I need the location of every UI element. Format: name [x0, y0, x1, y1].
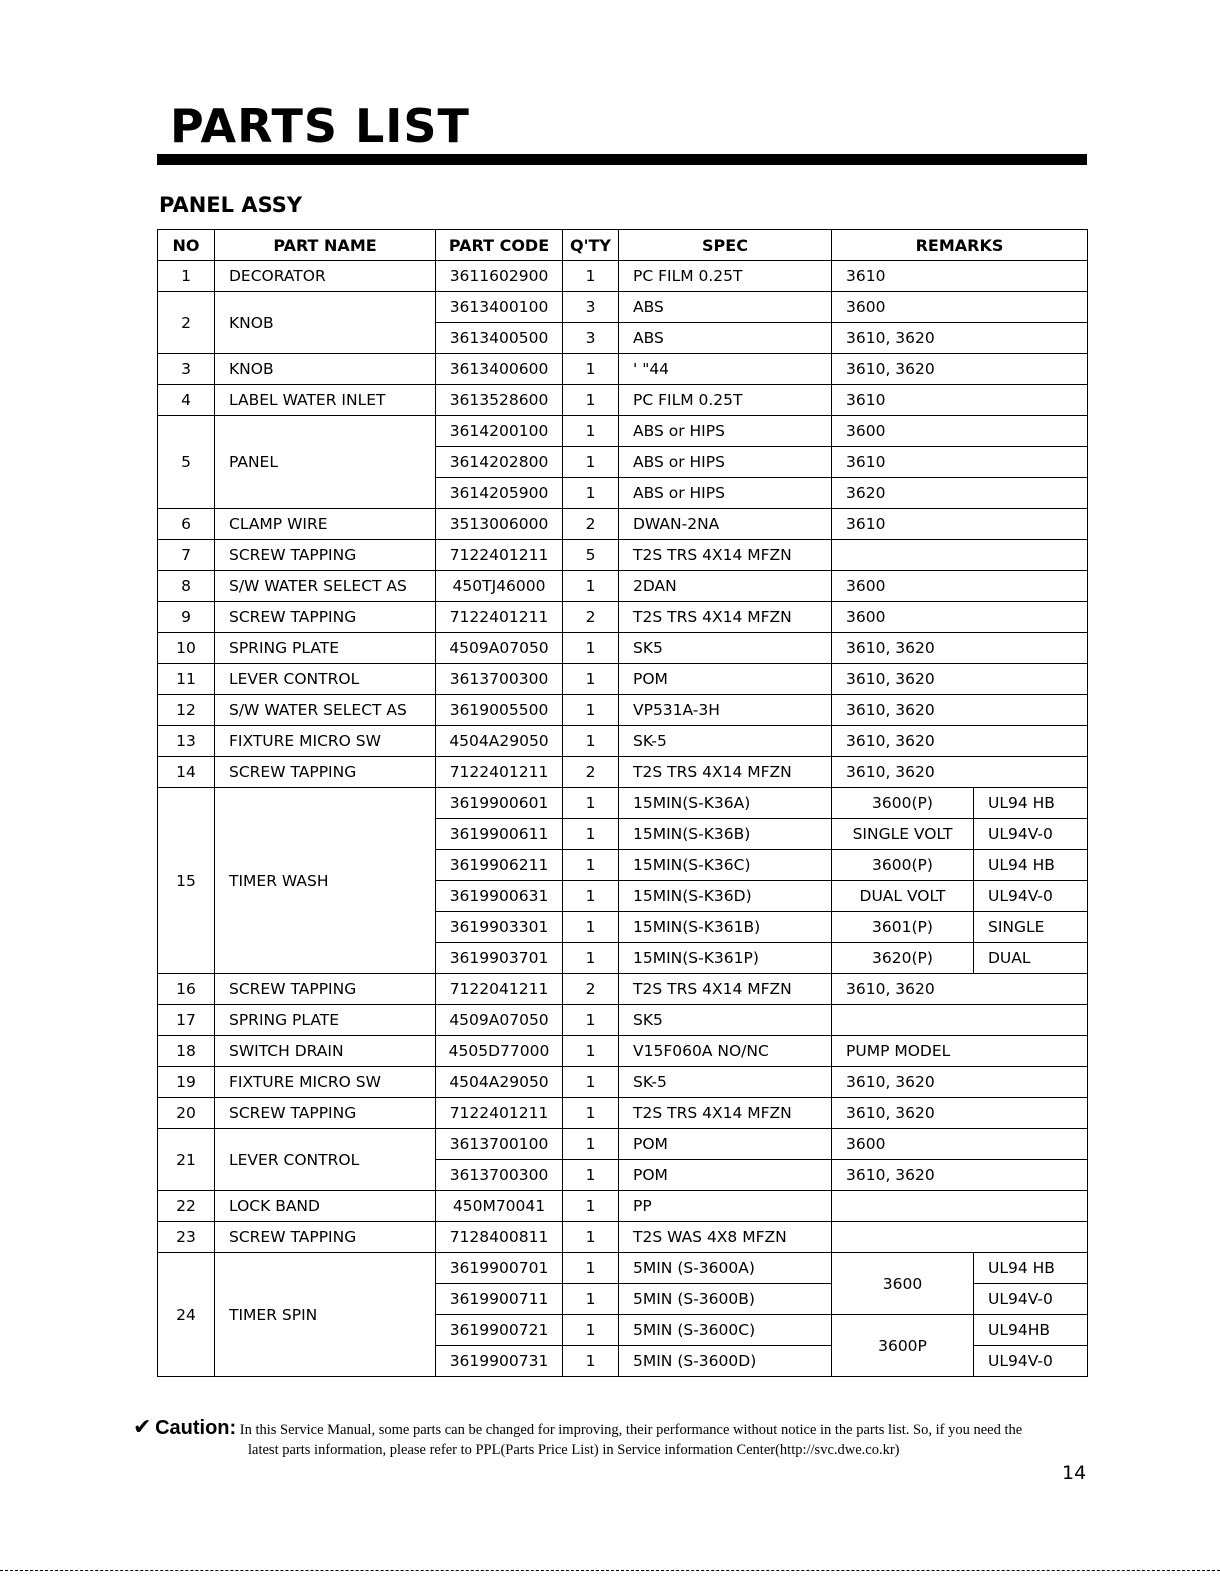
table-row: [158, 1036, 1088, 1067]
cell-spec: T2S TRS 4X14 MFZN: [619, 540, 832, 571]
cell-part-code: 3619900711: [436, 1284, 563, 1315]
cell-part-code: 3613400500: [436, 323, 563, 354]
parts-table: [157, 229, 1088, 1377]
dashed-divider: [0, 1570, 1220, 1571]
table-row: [158, 1191, 1088, 1222]
cell-remarks: 3610: [832, 261, 1088, 292]
cell-part-code: 4505D77000: [436, 1036, 563, 1067]
cell-spec: ABS or HIPS: [619, 416, 832, 447]
cell-part-name: LEVER CONTROL: [215, 1129, 436, 1191]
cell-part-name: PANEL: [215, 416, 436, 509]
cell-spec: ABS: [619, 323, 832, 354]
cell-qty: 1: [563, 943, 619, 974]
cell-part-name: S/W WATER SELECT AS: [215, 571, 436, 602]
cell-spec: ABS: [619, 292, 832, 323]
cell-spec: SK5: [619, 1005, 832, 1036]
cell-spec: T2S TRS 4X14 MFZN: [619, 602, 832, 633]
cell-qty: 1: [563, 1222, 619, 1253]
cell-part-code: 3613400600: [436, 354, 563, 385]
cell-part-name: LABEL WATER INLET: [215, 385, 436, 416]
cell-remarks: [832, 1191, 1088, 1222]
cell-no: 23: [158, 1222, 215, 1253]
cell-spec: POM: [619, 664, 832, 695]
cell-no: 5: [158, 416, 215, 509]
cell-part-code: 7122401211: [436, 602, 563, 633]
cell-remarks: 3610, 3620: [832, 726, 1088, 757]
cell-remarks-rating: UL94V-0: [974, 1346, 1088, 1377]
cell-spec: POM: [619, 1129, 832, 1160]
table-row: [158, 633, 1088, 664]
table-row: [158, 788, 1088, 819]
cell-qty: 1: [563, 881, 619, 912]
caution-label: Caution:: [155, 1417, 237, 1439]
cell-spec: SK-5: [619, 1067, 832, 1098]
page-number: 14: [1062, 1462, 1087, 1484]
cell-qty: 1: [563, 1067, 619, 1098]
cell-part-name: SCREW TAPPING: [215, 1098, 436, 1129]
cell-qty: 1: [563, 726, 619, 757]
cell-qty: 1: [563, 1036, 619, 1067]
cell-part-name: SCREW TAPPING: [215, 602, 436, 633]
cell-part-name: SWITCH DRAIN: [215, 1036, 436, 1067]
cell-part-code: 3613700100: [436, 1129, 563, 1160]
cell-qty: 1: [563, 664, 619, 695]
cell-spec: 5MIN (S-3600D): [619, 1346, 832, 1377]
cell-remarks: 3610, 3620: [832, 974, 1088, 1005]
caution-line-1: [133, 1415, 1088, 1440]
cell-spec: 5MIN (S-3600C): [619, 1315, 832, 1346]
table-row: [158, 385, 1088, 416]
cell-remarks: PUMP MODEL: [832, 1036, 1088, 1067]
cell-no: 1: [158, 261, 215, 292]
cell-part-code: 4509A07050: [436, 633, 563, 664]
table-row: [158, 354, 1088, 385]
cell-spec: PC FILM 0.25T: [619, 261, 832, 292]
table-row: [158, 602, 1088, 633]
cell-remarks-model: 3601(P): [832, 912, 974, 943]
cell-remarks-model: SINGLE VOLT: [832, 819, 974, 850]
cell-qty: 1: [563, 912, 619, 943]
cell-part-code: 450TJ46000: [436, 571, 563, 602]
cell-remarks-model: 3620(P): [832, 943, 974, 974]
cell-qty: 1: [563, 385, 619, 416]
cell-remarks: 3600: [832, 1129, 1088, 1160]
table-row: [158, 416, 1088, 447]
cell-qty: 1: [563, 354, 619, 385]
cell-remarks-model: 3600(P): [832, 788, 974, 819]
cell-qty: 1: [563, 1160, 619, 1191]
cell-remarks: 3610, 3620: [832, 664, 1088, 695]
cell-part-name: DECORATOR: [215, 261, 436, 292]
header-part-code: PART CODE: [436, 230, 563, 261]
cell-remarks-rating: UL94V-0: [974, 881, 1088, 912]
table-row: [158, 1253, 1088, 1284]
cell-spec: ABS or HIPS: [619, 447, 832, 478]
cell-part-name: LEVER CONTROL: [215, 664, 436, 695]
cell-remarks-model: 3600(P): [832, 850, 974, 881]
cell-remarks-rating: UL94V-0: [974, 1284, 1088, 1315]
cell-no: 4: [158, 385, 215, 416]
cell-spec: 5MIN (S-3600B): [619, 1284, 832, 1315]
cell-qty: 2: [563, 509, 619, 540]
cell-remarks-rating: UL94 HB: [974, 1253, 1088, 1284]
cell-remarks: 3610, 3620: [832, 1160, 1088, 1191]
cell-no: 15: [158, 788, 215, 974]
table-row: [158, 1222, 1088, 1253]
cell-remarks: 3610, 3620: [832, 1098, 1088, 1129]
cell-no: 13: [158, 726, 215, 757]
cell-part-name: KNOB: [215, 354, 436, 385]
cell-no: 3: [158, 354, 215, 385]
table-row: [158, 571, 1088, 602]
cell-remarks: 3600: [832, 292, 1088, 323]
cell-remarks: 3610, 3620: [832, 695, 1088, 726]
cell-part-code: 4509A07050: [436, 1005, 563, 1036]
table-row: [158, 1005, 1088, 1036]
cell-remarks-rating: UL94HB: [974, 1315, 1088, 1346]
cell-no: 10: [158, 633, 215, 664]
table-row: [158, 509, 1088, 540]
cell-no: 24: [158, 1253, 215, 1377]
cell-qty: 1: [563, 1253, 619, 1284]
cell-part-code: 3619900731: [436, 1346, 563, 1377]
caution-text-1: In this Service Manual, some parts can be changed for improving, their performance without notice in the parts list. So, if you need the: [239, 1422, 1023, 1438]
cell-no: 11: [158, 664, 215, 695]
cell-no: 17: [158, 1005, 215, 1036]
cell-part-code: 3619005500: [436, 695, 563, 726]
cell-part-name: SCREW TAPPING: [215, 540, 436, 571]
table-row: [158, 1067, 1088, 1098]
cell-qty: 1: [563, 261, 619, 292]
cell-no: 12: [158, 695, 215, 726]
cell-spec: 15MIN(S-K36D): [619, 881, 832, 912]
cell-no: 2: [158, 292, 215, 354]
cell-qty: 1: [563, 788, 619, 819]
cell-remarks: 3610, 3620: [832, 323, 1088, 354]
cell-part-code: 3614202800: [436, 447, 563, 478]
cell-spec: T2S TRS 4X14 MFZN: [619, 974, 832, 1005]
cell-spec: ABS or HIPS: [619, 478, 832, 509]
cell-part-name: SPRING PLATE: [215, 633, 436, 664]
page-title: PARTS LIST: [170, 99, 470, 153]
table-row: [158, 292, 1088, 323]
cell-part-name: S/W WATER SELECT AS: [215, 695, 436, 726]
cell-remarks: 3610, 3620: [832, 1067, 1088, 1098]
cell-spec: 15MIN(S-K36C): [619, 850, 832, 881]
cell-spec: PC FILM 0.25T: [619, 385, 832, 416]
title-rule: [157, 154, 1087, 165]
cell-qty: 1: [563, 1129, 619, 1160]
cell-part-name: KNOB: [215, 292, 436, 354]
cell-part-code: 3619903301: [436, 912, 563, 943]
table-row: [158, 664, 1088, 695]
cell-spec: T2S TRS 4X14 MFZN: [619, 757, 832, 788]
caution-text-2: latest parts information, please refer to PPL(Parts Price List) in Service information Center(http://svc.dwe.co.kr): [248, 1442, 900, 1458]
cell-spec: PP: [619, 1191, 832, 1222]
cell-no: 21: [158, 1129, 215, 1191]
cell-part-name: FIXTURE MICRO SW: [215, 1067, 436, 1098]
cell-qty: 1: [563, 1005, 619, 1036]
cell-qty: 1: [563, 1315, 619, 1346]
cell-no: 7: [158, 540, 215, 571]
table-row: [158, 1098, 1088, 1129]
section-heading: PANEL ASSY: [159, 193, 303, 217]
cell-part-code: 3619900701: [436, 1253, 563, 1284]
table-header-row: [158, 230, 1088, 261]
cell-remarks: 3610: [832, 385, 1088, 416]
cell-part-code: 3619903701: [436, 943, 563, 974]
cell-spec: T2S TRS 4X14 MFZN: [619, 1098, 832, 1129]
cell-part-code: 3611602900: [436, 261, 563, 292]
header-spec: SPEC: [619, 230, 832, 261]
cell-no: 20: [158, 1098, 215, 1129]
header-part-name: PART NAME: [215, 230, 436, 261]
cell-remarks: [832, 1005, 1088, 1036]
cell-spec: DWAN-2NA: [619, 509, 832, 540]
cell-part-code: 3619900611: [436, 819, 563, 850]
cell-qty: 5: [563, 540, 619, 571]
cell-qty: 1: [563, 1284, 619, 1315]
cell-part-code: 3613700300: [436, 1160, 563, 1191]
cell-qty: 2: [563, 974, 619, 1005]
cell-qty: 3: [563, 292, 619, 323]
cell-spec: 15MIN(S-K36B): [619, 819, 832, 850]
cell-remarks-rating: UL94 HB: [974, 788, 1088, 819]
cell-no: 16: [158, 974, 215, 1005]
cell-spec: 5MIN (S-3600A): [619, 1253, 832, 1284]
cell-spec: T2S WAS 4X8 MFZN: [619, 1222, 832, 1253]
cell-remarks-model: DUAL VOLT: [832, 881, 974, 912]
cell-qty: 1: [563, 416, 619, 447]
cell-qty: 1: [563, 478, 619, 509]
table-row: [158, 695, 1088, 726]
cell-remarks-rating: DUAL: [974, 943, 1088, 974]
parts-table-body: [158, 261, 1088, 1377]
cell-part-code: 3614205900: [436, 478, 563, 509]
cell-remarks-model: 3600: [832, 1253, 974, 1315]
cell-part-name: SCREW TAPPING: [215, 1222, 436, 1253]
cell-qty: 2: [563, 602, 619, 633]
cell-part-code: 7122401211: [436, 540, 563, 571]
cell-part-name: SPRING PLATE: [215, 1005, 436, 1036]
cell-spec: SK-5: [619, 726, 832, 757]
table-row: [158, 1129, 1088, 1160]
cell-part-code: 4504A29050: [436, 1067, 563, 1098]
cell-remarks: [832, 1222, 1088, 1253]
cell-qty: 1: [563, 571, 619, 602]
cell-part-name: CLAMP WIRE: [215, 509, 436, 540]
cell-part-name: SCREW TAPPING: [215, 974, 436, 1005]
cell-spec: SK5: [619, 633, 832, 664]
cell-part-code: 3619900601: [436, 788, 563, 819]
header-qty: Q'TY: [563, 230, 619, 261]
cell-part-code: 3613700300: [436, 664, 563, 695]
cell-qty: 1: [563, 1346, 619, 1377]
table-row: [158, 261, 1088, 292]
header-remarks: REMARKS: [832, 230, 1088, 261]
cell-part-code: 3613400100: [436, 292, 563, 323]
cell-part-code: 450M70041: [436, 1191, 563, 1222]
cell-spec: 15MIN(S-K361P): [619, 943, 832, 974]
cell-part-code: 4504A29050: [436, 726, 563, 757]
cell-spec: 15MIN(S-K361B): [619, 912, 832, 943]
cell-spec: V15F060A NO/NC: [619, 1036, 832, 1067]
cell-remarks: 3620: [832, 478, 1088, 509]
cell-no: 19: [158, 1067, 215, 1098]
cell-remarks: 3610, 3620: [832, 354, 1088, 385]
cell-remarks: 3600: [832, 571, 1088, 602]
cell-part-code: 7122401211: [436, 757, 563, 788]
cell-part-code: 3619900721: [436, 1315, 563, 1346]
cell-part-name: TIMER WASH: [215, 788, 436, 974]
cell-remarks-model: 3600P: [832, 1315, 974, 1377]
cell-part-code: 3619906211: [436, 850, 563, 881]
cell-remarks: 3610: [832, 509, 1088, 540]
cell-qty: 2: [563, 757, 619, 788]
cell-part-name: SCREW TAPPING: [215, 757, 436, 788]
cell-qty: 1: [563, 850, 619, 881]
table-row: [158, 974, 1088, 1005]
cell-no: 8: [158, 571, 215, 602]
cell-spec: VP531A-3H: [619, 695, 832, 726]
check-mark-icon: ✔: [133, 1415, 152, 1440]
table-row: [158, 540, 1088, 571]
cell-qty: 1: [563, 1191, 619, 1222]
header-no: NO: [158, 230, 215, 261]
cell-remarks-rating: UL94V-0: [974, 819, 1088, 850]
cell-remarks: 3610, 3620: [832, 633, 1088, 664]
cell-qty: 1: [563, 695, 619, 726]
cell-no: 6: [158, 509, 215, 540]
cell-remarks: 3600: [832, 416, 1088, 447]
cell-part-code: 7128400811: [436, 1222, 563, 1253]
cell-part-code: 3619900631: [436, 881, 563, 912]
cell-qty: 1: [563, 447, 619, 478]
cell-no: 9: [158, 602, 215, 633]
cell-remarks: 3610: [832, 447, 1088, 478]
cell-no: 14: [158, 757, 215, 788]
cell-remarks-rating: SINGLE: [974, 912, 1088, 943]
cell-qty: 3: [563, 323, 619, 354]
cell-part-code: 7122401211: [436, 1098, 563, 1129]
cell-qty: 1: [563, 1098, 619, 1129]
cell-part-name: LOCK BAND: [215, 1191, 436, 1222]
cell-part-code: 3513006000: [436, 509, 563, 540]
cell-remarks-rating: UL94 HB: [974, 850, 1088, 881]
cell-no: 22: [158, 1191, 215, 1222]
cell-part-name: TIMER SPIN: [215, 1253, 436, 1377]
cell-spec: POM: [619, 1160, 832, 1191]
cell-part-code: 3614200100: [436, 416, 563, 447]
cell-qty: 1: [563, 819, 619, 850]
cell-qty: 1: [563, 633, 619, 664]
table-row: [158, 757, 1088, 788]
cell-part-code: 3613528600: [436, 385, 563, 416]
caution-note: [133, 1415, 1088, 1460]
cell-no: 18: [158, 1036, 215, 1067]
cell-spec: 15MIN(S-K36A): [619, 788, 832, 819]
cell-spec: 2DAN: [619, 571, 832, 602]
cell-remarks: 3600: [832, 602, 1088, 633]
cell-spec: ' "44: [619, 354, 832, 385]
cell-remarks: [832, 540, 1088, 571]
cell-remarks: 3610, 3620: [832, 757, 1088, 788]
cell-part-name: FIXTURE MICRO SW: [215, 726, 436, 757]
cell-part-code: 7122041211: [436, 974, 563, 1005]
table-row: [158, 726, 1088, 757]
